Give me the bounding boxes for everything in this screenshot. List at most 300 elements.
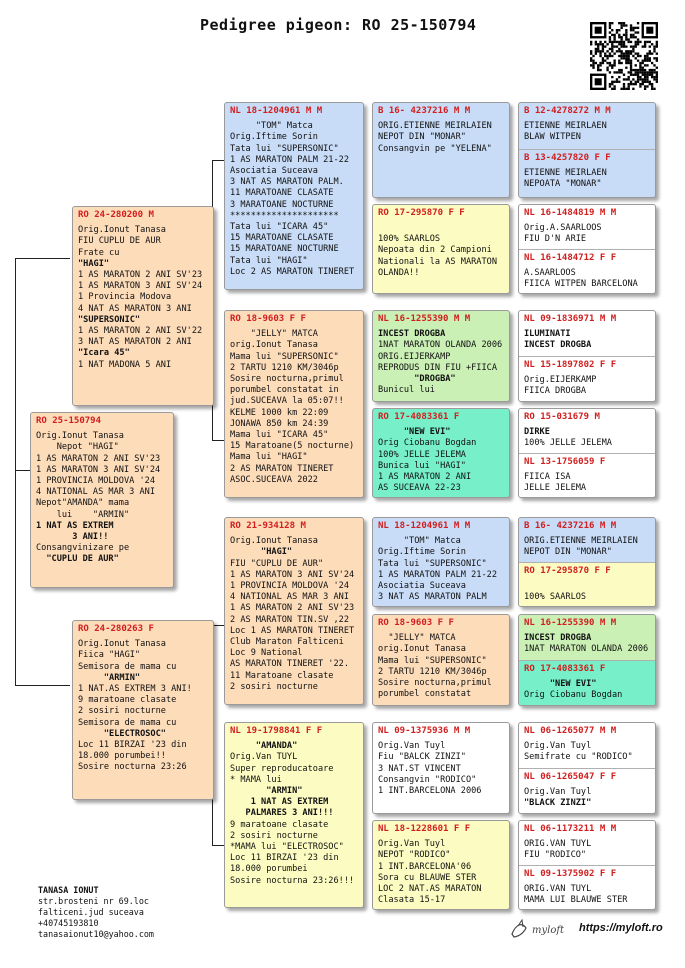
qr-module [628, 76, 630, 78]
contact-email[interactable]: tanasaionut10@yahoo.com [38, 929, 154, 939]
qr-module [613, 64, 615, 66]
qr-module [625, 57, 627, 59]
detail-line: Orig Ciobanu Bogdan [524, 690, 623, 701]
qr-module [604, 60, 606, 62]
qr-module [639, 64, 641, 66]
detail-line: Consangvin pe "YELENA" [378, 143, 492, 154]
detail-line: Orig.A.SAARLOOS [524, 223, 602, 234]
qr-module [590, 60, 592, 62]
qr-module [644, 78, 646, 80]
detail-line: INCEST DROGBA [378, 329, 446, 340]
ring-number: NL 06-1173211 M M [524, 824, 617, 834]
ring-number: NL 06-1265077 M M [524, 726, 617, 736]
detail-line: 1NAT MARATON OLANDA 2006 [378, 340, 503, 351]
qr-module [637, 78, 639, 80]
qr-module [613, 38, 615, 40]
pigeon-details [524, 472, 650, 494]
qr-module [592, 67, 594, 69]
detail-line: Nepoata din 2 Campioni [378, 245, 492, 256]
ring-number: NL 13-1756059 F [524, 457, 606, 467]
qr-module [597, 67, 599, 69]
detail-line: 4 NAT AS MARATON 3 ANI [78, 303, 192, 314]
qr-module [628, 55, 630, 57]
qr-module [639, 62, 641, 64]
qr-module [651, 74, 653, 76]
qr-module [632, 55, 634, 57]
qr-module [653, 88, 655, 90]
qr-module [646, 41, 648, 43]
ring-number: NL 19-1798841 F F [230, 726, 323, 736]
ring-number: B 12-4278272 M M [524, 106, 611, 116]
detail-line: Sora cu BLAUWE STER [378, 872, 477, 883]
pigeon-details [524, 223, 650, 245]
detail-line: * MAMA lui [230, 774, 282, 785]
ring-number: NL 15-1897802 F F [524, 360, 617, 370]
detail-line: ORIG.VAN TUYL [524, 839, 592, 850]
qr-module [637, 31, 639, 33]
detail-line: porumbel constatat [378, 689, 472, 700]
ring-number: NL 18-1204961 M M [230, 106, 323, 116]
qr-module [642, 81, 644, 83]
qr-module [630, 74, 632, 76]
qr-module [620, 62, 622, 64]
detail-line: NEPOT DIN "MONAR" [378, 132, 466, 143]
ring-number: NL 16-1484712 F F [524, 253, 617, 263]
qr-module [620, 22, 622, 24]
qr-module [644, 64, 646, 66]
qr-module [609, 52, 611, 54]
detail-line: ASOC.SUCEAVA 2022 [230, 474, 318, 485]
detail-line: Mama lui "ICARA 45" [230, 430, 329, 441]
qr-module [651, 83, 653, 85]
qr-module [620, 36, 622, 38]
detail-line: 1 NAT AS EXTREM [230, 797, 329, 808]
detail-line: 11 Maratoane clasate [230, 670, 334, 681]
detail-line: OLANDA!! [378, 267, 420, 278]
qr-module [623, 43, 625, 45]
detail-line: Bunicul lui [378, 385, 435, 396]
qr-module [651, 62, 653, 64]
qr-module [639, 41, 641, 43]
pigeon-card-sire [72, 206, 214, 406]
detail-line: JONAWA 850 km 24:39 [230, 418, 329, 429]
qr-module [590, 64, 592, 66]
qr-module [649, 41, 651, 43]
qr-module [630, 34, 632, 36]
detail-line: FIU "CUPLU DE AUR" [230, 558, 324, 569]
detail-line: ILUMINATI [524, 329, 571, 340]
ring-number: RO 21-934128 M [230, 521, 306, 531]
ring-number: NL 09-1375902 F F [524, 869, 617, 879]
qr-module [597, 45, 599, 47]
qr-module [630, 27, 632, 29]
qr-module [651, 69, 653, 71]
qr-module [651, 76, 653, 78]
breeder-contact [38, 885, 154, 940]
detail-line: 1 AS MARATON 3 ANI SV'24 [78, 281, 203, 292]
pigeon-details [524, 536, 650, 558]
qr-module [620, 24, 622, 26]
detail-line: ORIG.ETIENNE MEIRLAIEN [524, 536, 638, 547]
qr-module [620, 88, 622, 90]
qr-module [625, 78, 627, 80]
qr-module [602, 57, 604, 59]
detail-line: 2 AS MARATON TINERET [230, 463, 334, 474]
detail-line: FIICA ISA [524, 472, 571, 483]
qr-module [649, 50, 651, 52]
qr-module [644, 69, 646, 71]
ring-number: RO 18-9603 F F [378, 618, 454, 628]
qr-module [653, 48, 655, 50]
detail-line: Orig.Van Tuyl [378, 741, 446, 752]
qr-module [609, 48, 611, 50]
pigeon-details [524, 581, 650, 603]
qr-module [625, 60, 627, 62]
qr-module [649, 69, 651, 71]
pigeon-card-dd [224, 722, 364, 908]
qr-module [635, 69, 637, 71]
pigeon-pair-card [518, 614, 656, 706]
ring-number: NL 06-1265047 F F [524, 772, 617, 782]
detail-line: 11 MARATOANE CLASATE [230, 188, 334, 199]
detail-line: "TOM" Matca [230, 121, 313, 132]
detail-line: MAMA LUI BLAUWE STER [524, 895, 628, 906]
qr-module [609, 22, 611, 24]
website-link[interactable]: https://myloft.ro [579, 922, 663, 934]
qr-module [632, 88, 634, 90]
detail-line: 100% JELLE JELEMA [524, 438, 612, 449]
qr-module [597, 64, 599, 66]
detail-line: Sosire nocturna 23:26 [78, 762, 187, 773]
qr-module [639, 67, 641, 69]
detail-line: 2 sosiri nocturne [230, 830, 318, 841]
detail-line: "TOM" Matca [378, 536, 461, 547]
detail-line: ETIENNE MEIRLAEN [524, 168, 607, 179]
qr-module [597, 69, 599, 71]
detail-line: Loc 11 BIRZAI '23 din [230, 853, 339, 864]
ring-number: B 16- 4237216 M M [524, 521, 617, 531]
qr-module [644, 71, 646, 73]
detail-line: Orig.Ionut Tanasa [78, 639, 166, 650]
qr-module [590, 43, 592, 45]
detail-line: 3 NAT.ST VINCENT [378, 763, 461, 774]
detail-line: "JELLY" MATCA [230, 329, 318, 340]
qr-module [611, 64, 613, 66]
qr-module [625, 34, 627, 36]
detail-line: Orig.Ionut Tanasa [230, 536, 318, 547]
qr-module [632, 36, 634, 38]
detail-line: BLAW WITPEN [524, 132, 581, 143]
qr-module [613, 36, 615, 38]
detail-line: Loc 2 AS MARATON TINERET [230, 266, 355, 277]
logo-text: myloft [532, 925, 565, 936]
qr-module [616, 81, 618, 83]
qr-module [628, 62, 630, 64]
pigeon-pair-card [518, 310, 656, 402]
detail-line: lui "ARMIN" [36, 509, 130, 520]
detail-line: 1 AS MARATON 2 ANI [378, 472, 472, 483]
ring-number: RO 18-9603 F F [230, 314, 306, 324]
pigeon-details [78, 639, 208, 773]
detail-line: REPRODUS DIN FIU +FIICA [378, 362, 497, 373]
pigeon-card-dds [372, 722, 510, 814]
qr-module [620, 27, 622, 29]
ring-number: NL 09-1836971 M M [524, 314, 617, 324]
pigeon-card-sd [224, 310, 364, 498]
detail-line: "ARMIN" [78, 672, 141, 683]
qr-module [628, 88, 630, 90]
detail-line: 3 ANI!! [36, 532, 109, 543]
detail-line: Nationali la AS MARATON [378, 256, 497, 267]
qr-module [623, 74, 625, 76]
detail-line: FIU CUPLU DE AUR [78, 236, 161, 247]
qr-module [620, 71, 622, 73]
detail-line: 2 TARTU 1210 KM/3046p [230, 362, 339, 373]
detail-line: INCEST DROGBA [524, 340, 592, 351]
qr-module [623, 83, 625, 85]
pigeon-details [78, 225, 208, 371]
pigeon-details [378, 536, 504, 603]
detail-line: 2 sosiri nocturne [78, 706, 166, 717]
contact-name: TANASA IONUT [38, 885, 99, 895]
qr-module [642, 60, 644, 62]
qr-module [616, 78, 618, 80]
qr-module [625, 55, 627, 57]
qr-module [604, 55, 606, 57]
qr-module [609, 85, 611, 87]
detail-line: AS SUCEAVA 22-23 [378, 483, 461, 494]
qr-module [653, 64, 655, 66]
qr-module [623, 45, 625, 47]
detail-line: Mama lui "HAGI" [230, 452, 308, 463]
qr-module [653, 71, 655, 73]
qr-module [609, 83, 611, 85]
qr-module [632, 78, 634, 80]
qr-module [623, 22, 625, 24]
qr-module [635, 83, 637, 85]
detail-line: Orig.Ionut Tanasa [78, 225, 166, 236]
qr-module [590, 41, 592, 43]
qr-module [604, 52, 606, 54]
page-title: Pedigree pigeon: RO 25-150794 [200, 16, 477, 34]
qr-module [637, 71, 639, 73]
detail-line: Asociatia Suceava [230, 166, 318, 177]
qr-module [616, 50, 618, 52]
qr-module [602, 50, 604, 52]
detail-line: Mama lui "SUPERSONIC" [378, 655, 487, 666]
detail-line: 2 TARTU 1210 KM/3046p [378, 666, 487, 677]
detail-line: jud.SUCEAVA la 05:07!! [230, 396, 344, 407]
qr-module [602, 43, 604, 45]
pigeon-card-subject [30, 412, 174, 588]
detail-line: AS MARATON TINERET '22. [230, 659, 349, 670]
ring-number: RO 17-4083361 F [378, 412, 460, 422]
qr-module [644, 85, 646, 87]
qr-module [606, 57, 608, 59]
ring-number: NL 16-1255390 M M [378, 314, 471, 324]
qr-module [595, 62, 597, 64]
detail-line: Asociatia Suceava [378, 581, 466, 592]
qr-module [611, 41, 613, 43]
qr-module [635, 81, 637, 83]
qr-module [637, 76, 639, 78]
qr-module [618, 76, 620, 78]
qr-module [602, 45, 604, 47]
qr-module [630, 36, 632, 38]
detail-line: 2 sosiri nocturne [230, 681, 318, 692]
detail-line: 1 INT.BARCELONA 2006 [378, 786, 482, 797]
qr-module [599, 55, 601, 57]
qr-module [644, 45, 646, 47]
qr-module [609, 62, 611, 64]
qr-module [644, 41, 646, 43]
detail-line: Tata lui "SUPERSONIC" [230, 143, 339, 154]
qr-module [630, 45, 632, 47]
qr-module [611, 22, 613, 24]
qr-module [611, 34, 613, 36]
qr-module [644, 88, 646, 90]
detail-line: Orig.Van Tuyl [378, 839, 446, 850]
qr-module [592, 60, 594, 62]
qr-module [628, 60, 630, 62]
qr-module [630, 52, 632, 54]
qr-module [613, 45, 615, 47]
qr-module [651, 52, 653, 54]
qr-module [630, 41, 632, 43]
qr-module [611, 83, 613, 85]
qr-module [646, 60, 648, 62]
qr-module [597, 43, 599, 45]
qr-module [625, 52, 627, 54]
pigeon-details [524, 168, 650, 190]
pigeon-details [36, 431, 168, 565]
qr-module [630, 81, 632, 83]
qr-module [649, 57, 651, 59]
detail-line: INCEST DROGBA [524, 633, 592, 644]
qr-module [609, 64, 611, 66]
detail-line: "NEW EVI" [524, 679, 597, 690]
qr-module [595, 27, 602, 34]
detail-line: "NEW EVI" [378, 427, 451, 438]
qr-module [613, 62, 615, 64]
detail-line: Orig.Van Tuyl [524, 787, 592, 798]
detail-line: A.SAARLOOS [524, 268, 576, 279]
qr-module [639, 76, 641, 78]
detail-line: 9 maratoane clasate [230, 819, 329, 830]
ring-number: RO 17-295870 F F [524, 566, 611, 576]
qr-module [625, 24, 627, 26]
qr-module [649, 45, 651, 47]
detail-line: 1NAT MARATON OLANDA 2006 [524, 644, 649, 655]
detail-line: ORIG.EIJERKAMP [378, 351, 451, 362]
connector-line [212, 845, 224, 846]
detail-line: "ARMIN" [230, 786, 303, 797]
qr-code-icon [590, 22, 658, 90]
detail-line: "HAGI" [78, 258, 110, 269]
qr-module [649, 83, 651, 85]
detail-line: Sosire nocturna,primul [230, 374, 344, 385]
pigeon-pair-card [518, 722, 656, 814]
ring-number: NL 09-1375936 M M [378, 726, 471, 736]
qr-module [611, 45, 613, 47]
qr-module [613, 41, 615, 43]
qr-module [646, 64, 648, 66]
qr-module [620, 38, 622, 40]
detail-line: "Icara 45" [78, 348, 130, 359]
qr-module [632, 34, 634, 36]
qr-module [604, 41, 606, 43]
qr-module [632, 69, 634, 71]
pigeon-details [230, 741, 358, 887]
pigeon-details [524, 427, 650, 449]
qr-module [656, 74, 658, 76]
detail-line: 15 MARATOANE NOCTURNE [230, 244, 339, 255]
qr-module [628, 52, 630, 54]
qr-module [646, 76, 648, 78]
qr-module [611, 43, 613, 45]
qr-module [620, 52, 622, 54]
pigeon-details [524, 884, 650, 906]
qr-module [632, 27, 634, 29]
qr-module [597, 48, 599, 50]
qr-module [649, 52, 651, 54]
pigeon-card-ds [224, 517, 364, 705]
detail-line: NEPOT DIN "MONAR" [524, 547, 612, 558]
ring-number: NL 16-1255390 M M [524, 618, 617, 628]
qr-module [642, 71, 644, 73]
detail-line: 4 NATIONAL AS MAR 3 ANI [36, 487, 155, 498]
detail-line: Orig.Iftime Sorin [230, 132, 318, 143]
qr-module [637, 74, 639, 76]
connector-line [15, 258, 16, 685]
qr-module [628, 41, 630, 43]
connector-line [212, 440, 224, 441]
qr-module [620, 45, 622, 47]
qr-module [618, 71, 620, 73]
detail-line [378, 223, 504, 234]
qr-module [613, 81, 615, 83]
qr-module [628, 50, 630, 52]
qr-module [592, 62, 594, 64]
qr-module [625, 62, 627, 64]
detail-line: 1 AS MARATON 2 ANI SV'22 [78, 326, 203, 337]
contact-phone: +40745193810 [38, 918, 99, 928]
detail-line: 1 AS MARATON PALM 21-22 [378, 569, 497, 580]
qr-module [595, 78, 602, 85]
qr-module [632, 50, 634, 52]
detail-line: 3 NAT AS MARATON 2 ANI [78, 337, 192, 348]
pigeon-details [230, 121, 358, 278]
qr-module [651, 71, 653, 73]
qr-module [618, 41, 620, 43]
detail-line: Clasata 15-17 [378, 895, 446, 906]
qr-module [618, 43, 620, 45]
detail-line: Loc 11 BIRZAI '23 din [78, 740, 187, 751]
qr-module [644, 55, 646, 57]
detail-line: 1 PROVINCIA MOLDOVA '24 [230, 581, 349, 592]
detail-line: Sosire nocturna 23:26!!! [230, 875, 355, 886]
qr-module [618, 22, 620, 24]
qr-module [623, 52, 625, 54]
detail-line: Orig.Ionut Tanasa [36, 431, 124, 442]
qr-module [637, 55, 639, 57]
qr-module [609, 38, 611, 40]
qr-module [618, 34, 620, 36]
qr-module [620, 57, 622, 59]
pigeon-details [524, 268, 650, 290]
detail-line: "AMANDA" [230, 741, 298, 752]
detail-line: PALMARES 3 ANI!!! [230, 808, 334, 819]
